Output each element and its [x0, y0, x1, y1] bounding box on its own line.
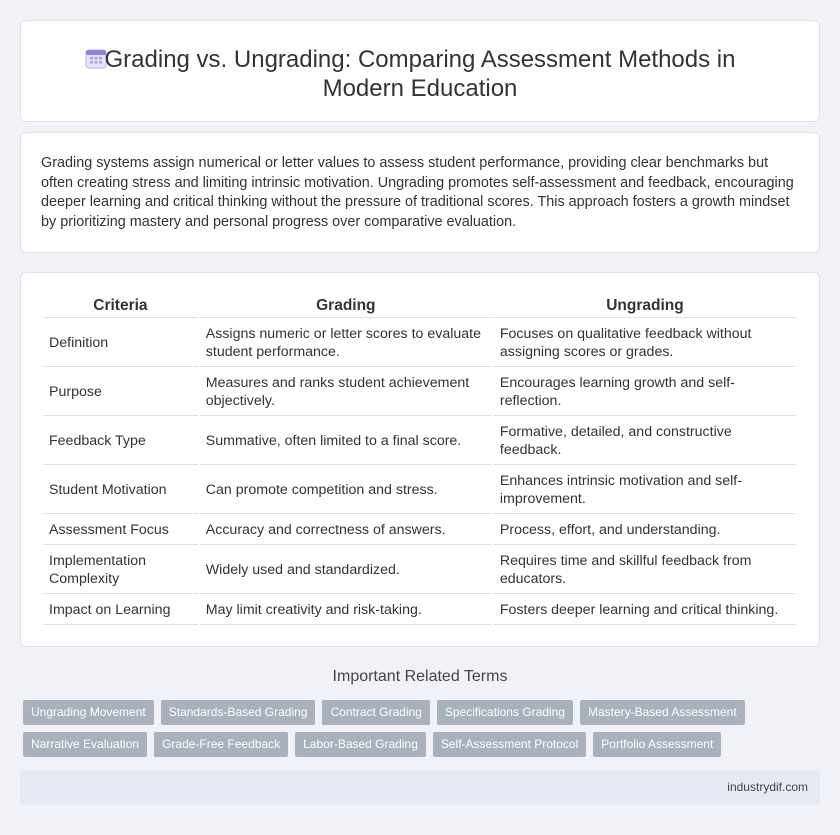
- header-grading: Grading: [200, 294, 492, 318]
- grading-cell: Can promote competition and stress.: [200, 466, 492, 514]
- footer-site[interactable]: industrydif.com: [727, 780, 808, 794]
- tag-row: [23, 732, 823, 757]
- tag-row: [23, 700, 823, 725]
- table-header-row: [43, 294, 796, 318]
- table-row: [43, 515, 796, 545]
- related-terms-tags: [23, 700, 823, 764]
- criteria-cell: Student Motivation: [43, 466, 198, 514]
- table-row: [43, 319, 796, 367]
- summary-card: [20, 132, 820, 253]
- grading-cell: Accuracy and correctness of answers.: [200, 515, 492, 545]
- related-term-tag[interactable]: Contract Grading: [322, 700, 429, 725]
- grading-cell: May limit creativity and risk-taking.: [200, 595, 492, 625]
- related-term-tag[interactable]: Standards-Based Grading: [161, 700, 316, 725]
- table-row: [43, 368, 796, 416]
- grading-cell: Widely used and standardized.: [200, 546, 492, 594]
- table-row: [43, 546, 796, 594]
- related-term-tag[interactable]: Self-Assessment Protocol: [433, 732, 586, 757]
- related-term-tag[interactable]: Specifications Grading: [437, 700, 573, 725]
- page-title: [21, 45, 819, 103]
- related-term-tag[interactable]: Labor-Based Grading: [295, 732, 426, 757]
- related-term-tag[interactable]: Portfolio Assessment: [593, 732, 721, 757]
- comparison-table: [41, 293, 798, 626]
- criteria-cell: Purpose: [43, 368, 198, 416]
- ungrading-cell: Enhances intrinsic motivation and self-improvement.: [494, 466, 796, 514]
- ungrading-cell: Fosters deeper learning and critical thinking.: [494, 595, 796, 625]
- related-terms-title: Important Related Terms: [332, 668, 508, 685]
- summary-text: Grading systems assign numerical or letter values to assess student performance, providing clear benchmarks but often creating stress and limiting intrinsic motivation. Ungrading promotes self-assessment and feedback, encouraging deeper learning and critical thinking without the pressure of traditional scores. This approach fosters a growth mindset by prioritizing mastery and personal progress over comparative evaluation.: [41, 155, 794, 230]
- table-row: [43, 595, 796, 625]
- criteria-cell: Definition: [43, 319, 198, 367]
- related-term-tag[interactable]: Narrative Evaluation: [23, 732, 147, 757]
- related-term-tag[interactable]: Mastery-Based Assessment: [580, 700, 745, 725]
- table-row: [43, 417, 796, 465]
- ungrading-cell: Process, effort, and understanding.: [494, 515, 796, 545]
- ungrading-cell: Focuses on qualitative feedback without assigning scores or grades.: [494, 319, 796, 367]
- header-criteria: Criteria: [43, 294, 198, 318]
- ungrading-cell: Encourages learning growth and self-reflection.: [494, 368, 796, 416]
- table-row: [43, 466, 796, 514]
- grading-cell: Summative, often limited to a final score.: [200, 417, 492, 465]
- page-title-line2: Modern Education: [322, 75, 518, 102]
- criteria-cell: Feedback Type: [43, 417, 198, 465]
- related-term-tag[interactable]: Ungrading Movement: [23, 700, 154, 725]
- header-ungrading: Ungrading: [494, 294, 796, 318]
- ungrading-cell: Formative, detailed, and constructive feedback.: [494, 417, 796, 465]
- grading-cell: Measures and ranks student achievement objectively.: [200, 368, 492, 416]
- ungrading-cell: Requires time and skillful feedback from educators.: [494, 546, 796, 594]
- comparison-table-card: [20, 272, 820, 647]
- title-card: [20, 20, 820, 122]
- page-title-line1: Grading vs. Ungrading: Comparing Assessment Methods in: [104, 46, 736, 73]
- grading-cell: Assigns numeric or letter scores to evaluate student performance.: [200, 319, 492, 367]
- criteria-cell: Impact on Learning: [43, 595, 198, 625]
- related-term-tag[interactable]: Grade-Free Feedback: [154, 732, 288, 757]
- footer: [20, 770, 820, 805]
- criteria-cell: Assessment Focus: [43, 515, 198, 545]
- criteria-cell: Implementation Complexity: [43, 546, 198, 594]
